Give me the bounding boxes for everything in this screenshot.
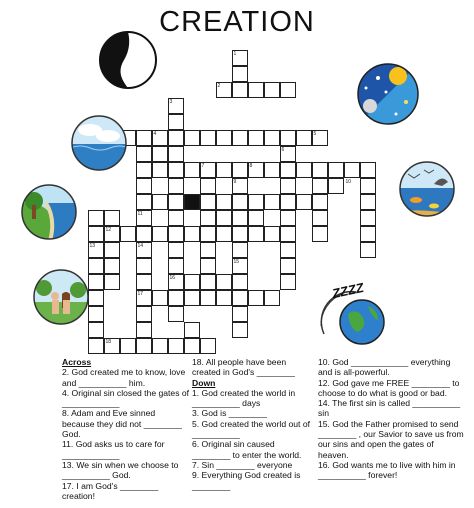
grid-cell[interactable] xyxy=(88,290,104,306)
grid-cell[interactable] xyxy=(216,226,232,242)
grid-cell[interactable] xyxy=(280,82,296,98)
grid-cell[interactable] xyxy=(88,338,104,354)
grid-cell[interactable] xyxy=(360,194,376,210)
clues-column-1 xyxy=(62,357,190,501)
grid-cell[interactable] xyxy=(168,290,184,306)
clue-number: 13 xyxy=(89,242,96,249)
grid-cell[interactable] xyxy=(232,242,248,258)
grid-cell[interactable] xyxy=(200,242,216,258)
clue-item: 18. All people have been created in God's ________ xyxy=(192,357,295,378)
grid-cell[interactable] xyxy=(104,258,120,274)
grid-cell[interactable] xyxy=(152,194,168,210)
moon-phase-image xyxy=(98,30,158,90)
grid-cell[interactable] xyxy=(232,322,248,338)
clue-number: 15 xyxy=(233,258,240,265)
grid-cell[interactable] xyxy=(136,194,152,210)
grid-cell[interactable] xyxy=(88,258,104,274)
grid-cell[interactable] xyxy=(296,194,312,210)
grid-block xyxy=(184,194,200,210)
grid-cell[interactable] xyxy=(216,290,232,306)
grid-cell[interactable] xyxy=(184,274,200,290)
grid-cell[interactable] xyxy=(184,130,200,146)
grid-cell[interactable] xyxy=(296,130,312,146)
grid-cell[interactable] xyxy=(232,130,248,146)
grid-cell[interactable] xyxy=(200,178,216,194)
grid-cell[interactable] xyxy=(200,258,216,274)
grid-cell[interactable] xyxy=(184,322,200,338)
grid-cell[interactable] xyxy=(168,258,184,274)
grid-cell[interactable] xyxy=(264,290,280,306)
clue-item: 15. God the Father promised to send ________ , our Savior to save us from our sins and open the gates of heaven. xyxy=(318,418,464,460)
grid-cell[interactable] xyxy=(360,210,376,226)
grid-cell[interactable] xyxy=(264,82,280,98)
grid-cell[interactable] xyxy=(232,210,248,226)
clues-column-3 xyxy=(318,357,464,481)
grid-cell[interactable] xyxy=(328,162,344,178)
clue-number: 4 xyxy=(153,130,157,137)
grid-cell[interactable] xyxy=(248,130,264,146)
birds-fish-image xyxy=(398,160,456,218)
grid-cell[interactable] xyxy=(312,162,328,178)
grid-cell[interactable] xyxy=(200,290,216,306)
clue-number: 9 xyxy=(233,178,237,185)
grid-cell[interactable] xyxy=(344,162,360,178)
grid-cell[interactable] xyxy=(312,226,328,242)
grid-cell[interactable] xyxy=(296,162,312,178)
grid-cell[interactable] xyxy=(168,178,184,194)
grid-cell[interactable] xyxy=(216,210,232,226)
grid-cell[interactable] xyxy=(152,290,168,306)
grid-cell[interactable] xyxy=(120,226,136,242)
grid-cell[interactable] xyxy=(232,82,248,98)
grid-cell[interactable] xyxy=(200,194,216,210)
grid-cell[interactable] xyxy=(248,82,264,98)
grid-cell[interactable] xyxy=(136,338,152,354)
grid-cell[interactable] xyxy=(216,274,232,290)
grid-cell[interactable] xyxy=(168,130,184,146)
grid-cell[interactable] xyxy=(232,226,248,242)
grid-cell[interactable] xyxy=(88,210,104,226)
grid-cell[interactable] xyxy=(168,146,184,162)
grid-cell[interactable] xyxy=(152,338,168,354)
grid-cell[interactable] xyxy=(168,242,184,258)
page-title: CREATION xyxy=(159,6,315,38)
grid-cell[interactable] xyxy=(312,210,328,226)
clue-number: 5 xyxy=(313,130,317,137)
clue-number: 16 xyxy=(169,274,176,281)
clue-item: 17. I am God's ________ creation! xyxy=(62,480,159,501)
grid-cell[interactable] xyxy=(232,306,248,322)
grid-cell[interactable] xyxy=(152,146,168,162)
clue-number: 17 xyxy=(137,290,144,297)
grid-cell[interactable] xyxy=(328,178,344,194)
clue-number: 12 xyxy=(105,226,112,233)
clue-number: 18 xyxy=(105,338,112,345)
clues-column-2 xyxy=(192,357,314,491)
clue-item: 6. Original sin caused ________ to enter the world. xyxy=(192,439,302,460)
grid-cell[interactable] xyxy=(168,194,184,210)
grid-cell[interactable] xyxy=(280,194,296,210)
grid-cell[interactable] xyxy=(360,162,376,178)
grid-cell[interactable] xyxy=(232,162,248,178)
grid-cell[interactable] xyxy=(280,258,296,274)
grid-cell[interactable] xyxy=(168,114,184,130)
adam-eve-image xyxy=(32,268,90,326)
grid-cell[interactable] xyxy=(200,130,216,146)
grid-cell[interactable] xyxy=(136,258,152,274)
grid-cell[interactable] xyxy=(280,226,296,242)
clue-item: 14. The first sin is called __________ sin xyxy=(318,398,461,419)
grid-cell[interactable] xyxy=(136,226,152,242)
grid-cell[interactable] xyxy=(312,178,328,194)
clue-item: 12. God gave me FREE ________ to choose to do what is good or bad. xyxy=(318,377,460,398)
sun-moon-stars-image xyxy=(356,62,420,126)
grid-cell[interactable] xyxy=(104,242,120,258)
clue-item: 2. God created me to know, love and __________ him. xyxy=(62,367,186,388)
clue-item: 7. Sin ________ everyone xyxy=(192,459,293,470)
clue-number: 3 xyxy=(169,98,173,105)
grid-cell[interactable] xyxy=(280,130,296,146)
grid-cell[interactable] xyxy=(360,242,376,258)
grid-cell[interactable] xyxy=(216,162,232,178)
land-plants-image xyxy=(20,183,78,241)
across-heading: Across xyxy=(62,357,92,367)
grid-cell[interactable] xyxy=(280,210,296,226)
clue-item: 11. God asks us to care for ____________ xyxy=(62,439,165,460)
grid-cell[interactable] xyxy=(312,194,328,210)
grid-cell[interactable] xyxy=(200,338,216,354)
grid-cell[interactable] xyxy=(136,130,152,146)
clue-item: 5. God created the world out of __________ xyxy=(192,418,310,440)
grid-cell[interactable] xyxy=(120,338,136,354)
grid-cell[interactable] xyxy=(280,178,296,194)
grid-cell[interactable] xyxy=(168,210,184,226)
grid-cell[interactable] xyxy=(136,306,152,322)
clue-item: 4. Original sin closed the gates of ____________ xyxy=(62,387,190,409)
grid-cell[interactable] xyxy=(232,274,248,290)
grid-cell[interactable] xyxy=(104,274,120,290)
sky-clouds-water-image xyxy=(70,114,128,172)
grid-cell[interactable] xyxy=(168,226,184,242)
clue-number: 10 xyxy=(345,178,352,185)
grid-cell[interactable] xyxy=(248,290,264,306)
grid-cell[interactable] xyxy=(232,290,248,306)
grid-cell[interactable] xyxy=(232,194,248,210)
grid-cell[interactable] xyxy=(184,338,200,354)
grid-cell[interactable] xyxy=(200,274,216,290)
clue-item: 3. God is ________ xyxy=(192,408,268,419)
grid-cell[interactable] xyxy=(168,306,184,322)
grid-cell[interactable] xyxy=(88,226,104,242)
clue-item: 13. We sin when we choose to __________ God. xyxy=(62,459,179,481)
grid-cell[interactable] xyxy=(152,226,168,242)
grid-cell[interactable] xyxy=(216,194,232,210)
clue-number: 7 xyxy=(201,162,205,169)
grid-cell[interactable] xyxy=(248,226,264,242)
grid-cell[interactable] xyxy=(264,130,280,146)
clue-number: 14 xyxy=(137,242,144,249)
clue-number: 8 xyxy=(249,162,253,169)
grid-cell[interactable] xyxy=(264,194,280,210)
grid-cell[interactable] xyxy=(88,322,104,338)
clue-number: 2 xyxy=(217,82,221,89)
grid-cell[interactable] xyxy=(136,322,152,338)
grid-cell[interactable] xyxy=(88,274,104,290)
clue-item: 8. Adam and Eve sinned because they did not ________ God. xyxy=(62,408,182,440)
grid-cell[interactable] xyxy=(136,146,152,162)
grid-cell[interactable] xyxy=(184,226,200,242)
grid-cell[interactable] xyxy=(168,162,184,178)
grid-cell[interactable] xyxy=(360,178,376,194)
clue-number: 1 xyxy=(233,50,237,57)
grid-cell[interactable] xyxy=(232,66,248,82)
grid-cell[interactable] xyxy=(280,162,296,178)
clue-item: 9. Everything God created is ________ xyxy=(192,470,301,491)
grid-cell[interactable] xyxy=(216,130,232,146)
grid-cell[interactable] xyxy=(168,338,184,354)
sleep-zzz-text: ZZZZ xyxy=(330,279,365,302)
grid-cell[interactable] xyxy=(200,210,216,226)
grid-cell[interactable] xyxy=(200,226,216,242)
grid-cell[interactable] xyxy=(280,242,296,258)
grid-cell[interactable] xyxy=(248,194,264,210)
grid-cell[interactable] xyxy=(152,162,168,178)
grid-cell[interactable] xyxy=(184,162,200,178)
grid-cell[interactable] xyxy=(264,226,280,242)
grid-cell[interactable] xyxy=(136,274,152,290)
grid-cell[interactable] xyxy=(184,290,200,306)
grid-cell[interactable] xyxy=(280,274,296,290)
clue-number: 6 xyxy=(281,146,285,153)
grid-cell[interactable] xyxy=(360,226,376,242)
grid-cell[interactable] xyxy=(264,162,280,178)
down-heading: Down xyxy=(192,377,216,388)
grid-cell[interactable] xyxy=(88,306,104,322)
clue-item: 1. God created the world in __________ days xyxy=(192,387,296,409)
clue-item: 16. God wants me to live with him in __________ forever! xyxy=(318,459,456,481)
clue-item: 10. God ____________ everything and is all-powerful. xyxy=(318,357,451,378)
grid-cell[interactable] xyxy=(248,210,264,226)
grid-cell[interactable] xyxy=(136,162,152,178)
grid-cell[interactable] xyxy=(136,178,152,194)
clue-number: 11 xyxy=(137,210,143,217)
grid-cell[interactable] xyxy=(104,210,120,226)
